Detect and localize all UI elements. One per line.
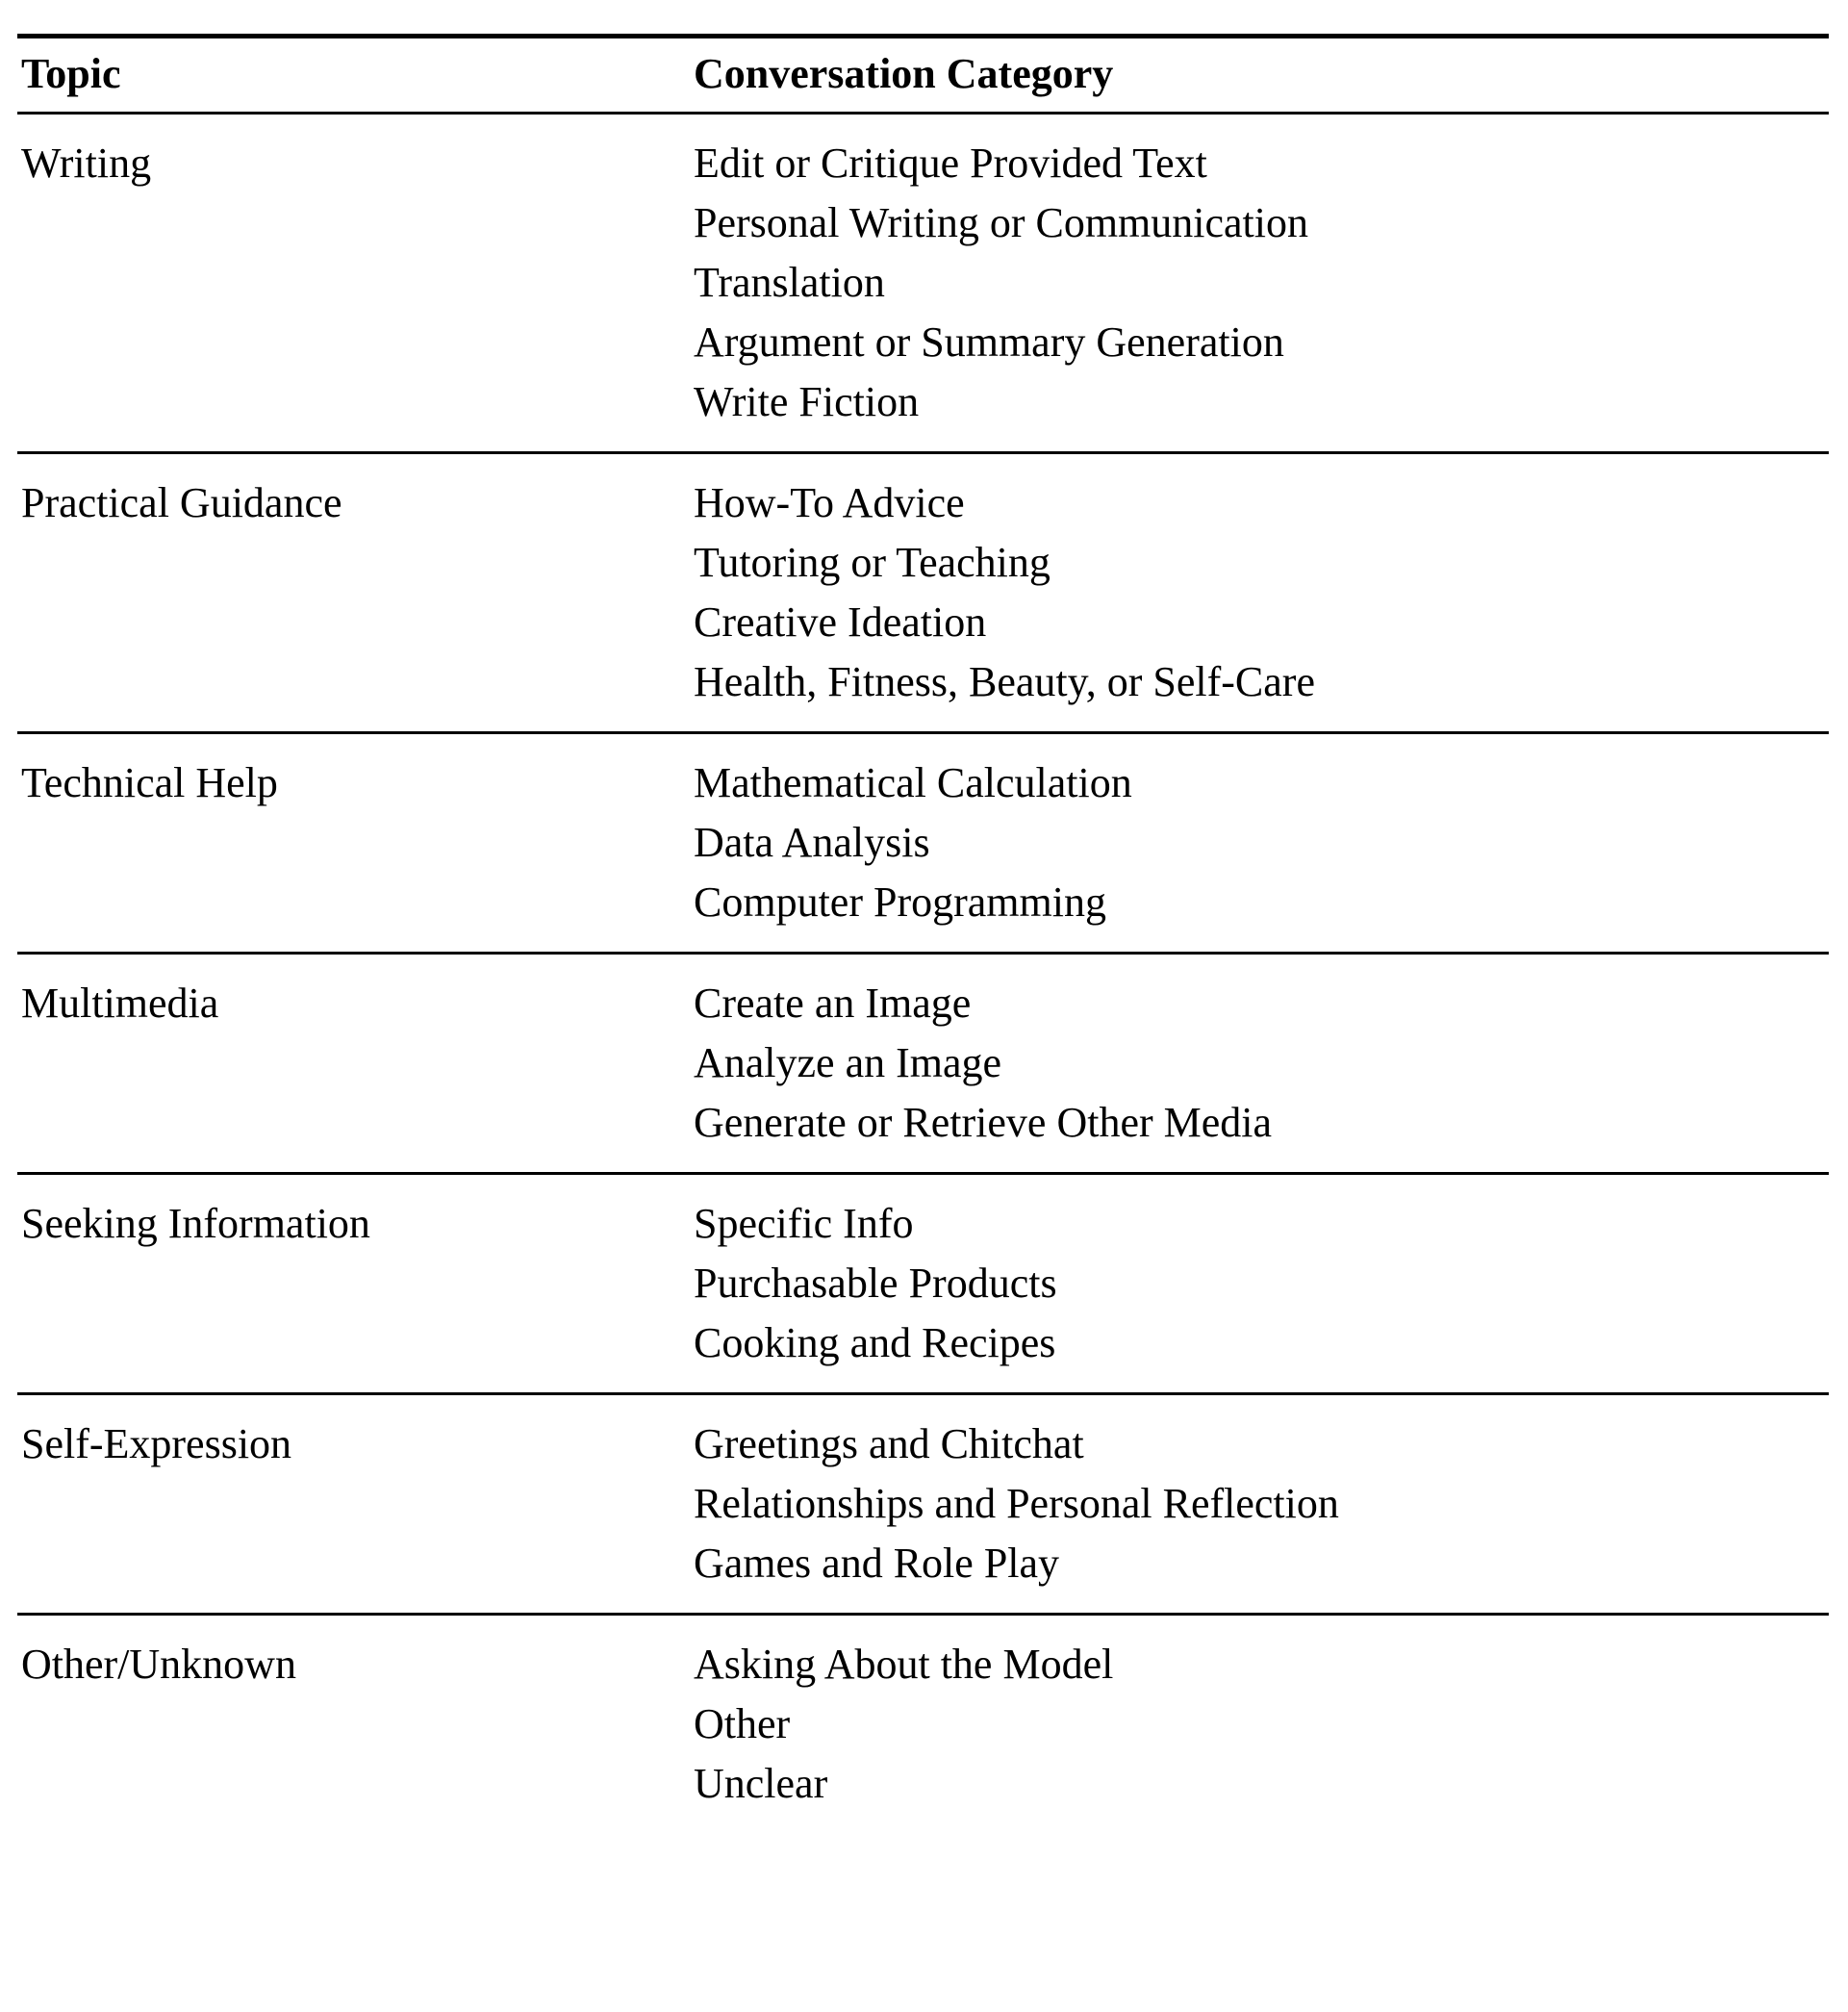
topic-cell <box>17 1194 694 1373</box>
table-section-self-expression <box>17 1395 1829 1616</box>
category-label: Personal Writing or Communication <box>694 199 1309 246</box>
category-label: Computer Programming <box>694 879 1106 926</box>
table-section-practical-guidance <box>17 454 1829 734</box>
category-label: Edit or Critique Provided Text <box>694 140 1207 187</box>
category-label: Other <box>694 1700 791 1747</box>
category-label: Argument or Summary Generation <box>694 318 1284 366</box>
topic-label: Multimedia <box>21 980 219 1027</box>
table-section-multimedia <box>17 955 1829 1175</box>
category-label: Mathematical Calculation <box>694 759 1132 806</box>
category-label: Write Fiction <box>694 378 920 425</box>
categories-cell <box>694 1635 1829 1814</box>
topic-cell <box>17 974 694 1153</box>
category-label: Translation <box>694 259 885 306</box>
category-label: Cooking and Recipes <box>694 1319 1056 1366</box>
topic-cell <box>17 473 694 712</box>
category-label: Creative Ideation <box>694 599 987 646</box>
column-header-topic: Topic <box>21 50 121 97</box>
category-label: Unclear <box>694 1760 828 1807</box>
column-header-conversation-category: Conversation Category <box>694 50 1114 97</box>
category-label: Health, Fitness, Beauty, or Self-Care <box>694 658 1315 705</box>
category-label: Data Analysis <box>694 819 930 866</box>
category-label: Generate or Retrieve Other Media <box>694 1099 1273 1146</box>
categories-cell <box>694 1414 1829 1593</box>
categories-cell <box>694 753 1829 932</box>
categories-cell <box>694 1194 1829 1373</box>
category-label: Asking About the Model <box>694 1641 1114 1688</box>
topic-label: Technical Help <box>21 759 278 806</box>
category-label: How-To Advice <box>694 479 965 526</box>
categories-cell <box>694 974 1829 1153</box>
table-section-technical-help <box>17 734 1829 955</box>
topic-label: Writing <box>21 140 152 187</box>
category-label: Create an Image <box>694 980 972 1027</box>
topic-label: Self-Expression <box>21 1420 292 1467</box>
table-section-other-unknown <box>17 1616 1829 1833</box>
category-label: Relationships and Personal Reflection <box>694 1480 1339 1527</box>
category-label: Greetings and Chitchat <box>694 1420 1084 1467</box>
topic-label: Other/Unknown <box>21 1641 296 1688</box>
topic-label: Seeking Information <box>21 1200 370 1247</box>
categories-cell <box>694 134 1829 432</box>
categories-cell <box>694 473 1829 712</box>
category-label: Tutoring or Teaching <box>694 539 1051 586</box>
table-section-seeking-information <box>17 1175 1829 1395</box>
topic-label: Practical Guidance <box>21 479 342 526</box>
table-section-writing <box>17 115 1829 454</box>
topic-cell <box>17 1635 694 1814</box>
category-label: Games and Role Play <box>694 1540 1060 1587</box>
topic-cell <box>17 1414 694 1593</box>
category-label: Analyze an Image <box>694 1039 1002 1086</box>
category-label: Specific Info <box>694 1200 914 1247</box>
topic-cell <box>17 753 694 932</box>
table-header-row <box>17 38 1829 115</box>
category-label: Purchasable Products <box>694 1260 1057 1307</box>
topic-cell <box>17 134 694 432</box>
topics-categories-table <box>17 34 1829 1833</box>
